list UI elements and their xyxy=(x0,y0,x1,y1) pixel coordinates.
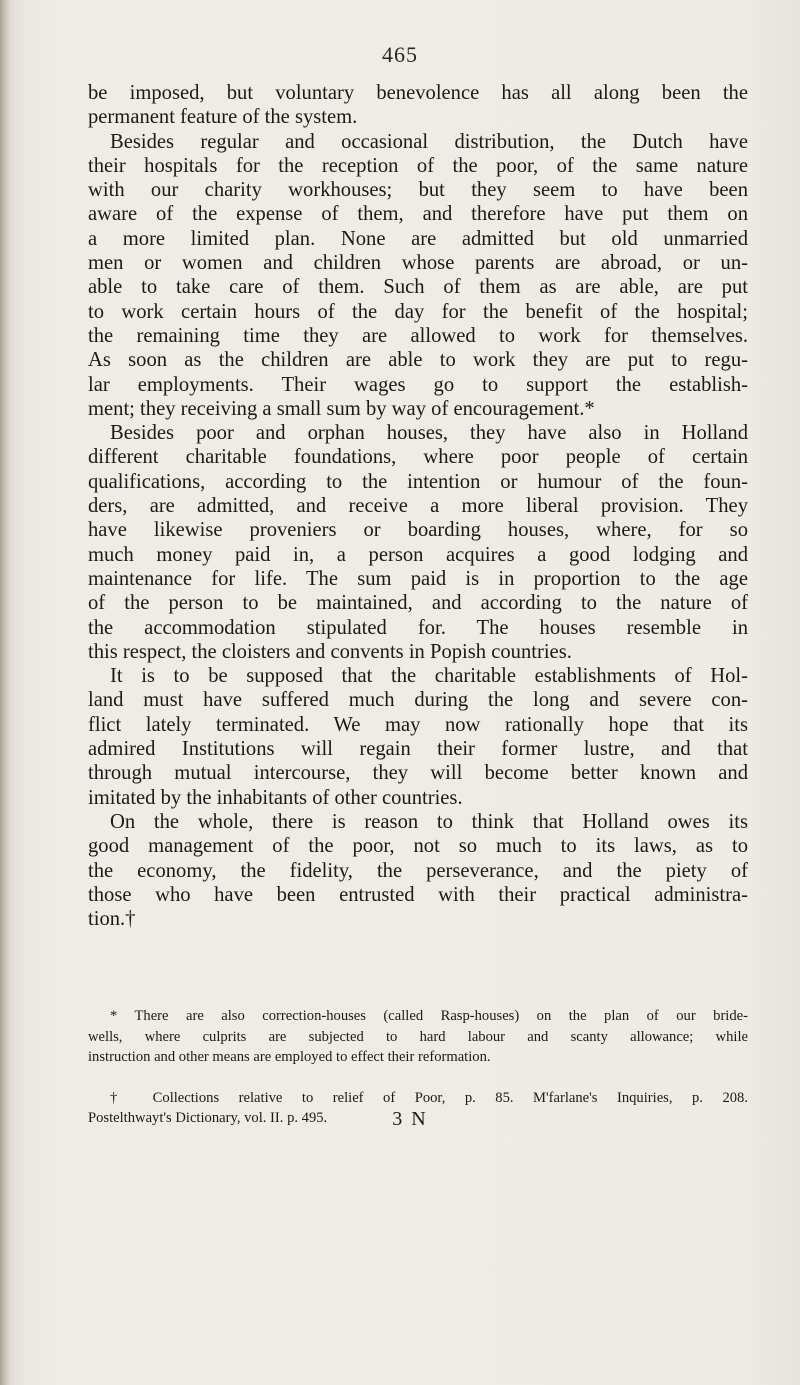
body-line: a more limited plan. None are admitted but old unmarried xyxy=(88,227,748,250)
binding-gutter xyxy=(0,0,10,1385)
body-line: qualifications, according to the intention or humour of the foun- xyxy=(88,470,748,493)
body-line: It is to be supposed that the charitable establishments of Hol- xyxy=(110,665,748,688)
body-line: On the whole, there is reason to think that Holland owes its xyxy=(110,810,748,833)
signature-mark: 3 N xyxy=(392,1108,428,1130)
body-line: through mutual intercourse, they will become better known and xyxy=(88,762,748,785)
body-line: of the person to be maintained, and according to the nature of xyxy=(88,592,748,615)
body-line: the accommodation stipulated for. The houses resemble in xyxy=(88,616,748,639)
footnote-line: wells, where culprits are subjected to hard labour and scanty allowance; while xyxy=(88,1028,748,1045)
body-line: lar employments. Their wages go to support the establish- xyxy=(88,373,748,396)
body-line: permanent feature of the system. xyxy=(88,106,358,129)
footnote-line: † Collections relative to relief of Poor, p. 85. M'farlane's Inquiries, p. 208. xyxy=(110,1089,748,1106)
footnote-line: * There are also correction-houses (called Rasp-houses) on the plan of our bride- xyxy=(110,1008,748,1024)
body-line: those who have been entrusted with their practical administra- xyxy=(88,883,748,906)
body-line: men or women and children whose parents are abroad, or un- xyxy=(88,252,748,275)
body-line: aware of the expense of them, and therefore have put them on xyxy=(88,203,748,226)
body-line: flict lately terminated. We may now rationally hope that its xyxy=(88,713,748,736)
footnote-gap xyxy=(88,1068,748,1088)
body-text xyxy=(88,81,748,931)
page-number: 465 xyxy=(382,42,418,67)
body-line: ment; they receiving a small sum by way of encouragement.* xyxy=(88,397,595,420)
body-line: maintenance for life. The sum paid is in proportion to the age xyxy=(88,567,748,590)
footnote-line: instruction and other means are employed to effect their reformation. xyxy=(88,1049,491,1065)
body-line: As soon as the children are able to work they are put to regu- xyxy=(88,349,748,372)
body-line: this respect, the cloisters and convents in Popish countries. xyxy=(88,640,572,663)
body-line: land must have suffered much during the long and severe con- xyxy=(88,689,748,712)
body-line: to work certain hours of the day for the benefit of the hospital; xyxy=(88,300,748,323)
body-line: the economy, the fidelity, the perseverance, and the piety of xyxy=(88,859,748,882)
body-line: good management of the poor, not so much to its laws, as to xyxy=(88,835,748,858)
body-line: ders, are admitted, and receive a more liberal provision. They xyxy=(88,495,748,518)
body-line: much money paid in, a person acquires a good lodging and xyxy=(88,543,748,566)
body-line: imitated by the inhabitants of other countries. xyxy=(88,786,463,809)
body-line: Besides regular and occasional distribution, the Dutch have xyxy=(110,130,748,153)
body-line: have likewise proveniers or boarding houses, where, for so xyxy=(88,519,748,542)
body-line: admired Institutions will regain their former lustre, and that xyxy=(88,738,748,761)
body-line: the remaining time they are allowed to work for themselves. xyxy=(88,324,748,347)
body-line: able to take care of them. Such of them as are able, are put xyxy=(88,276,748,299)
body-line: tion.† xyxy=(88,908,136,931)
body-line: different charitable foundations, where poor people of certain xyxy=(88,446,748,469)
body-line: their hospitals for the reception of the poor, of the same nature xyxy=(88,154,748,177)
body-line: Besides poor and orphan houses, they have also in Holland xyxy=(110,422,748,445)
footnote-line: Postelthwayt's Dictionary, vol. II. p. 495. xyxy=(88,1110,328,1126)
body-line: be imposed, but voluntary benevolence has all along been the xyxy=(88,82,748,104)
body-line: with our charity workhouses; but they seem to have been xyxy=(88,179,748,202)
